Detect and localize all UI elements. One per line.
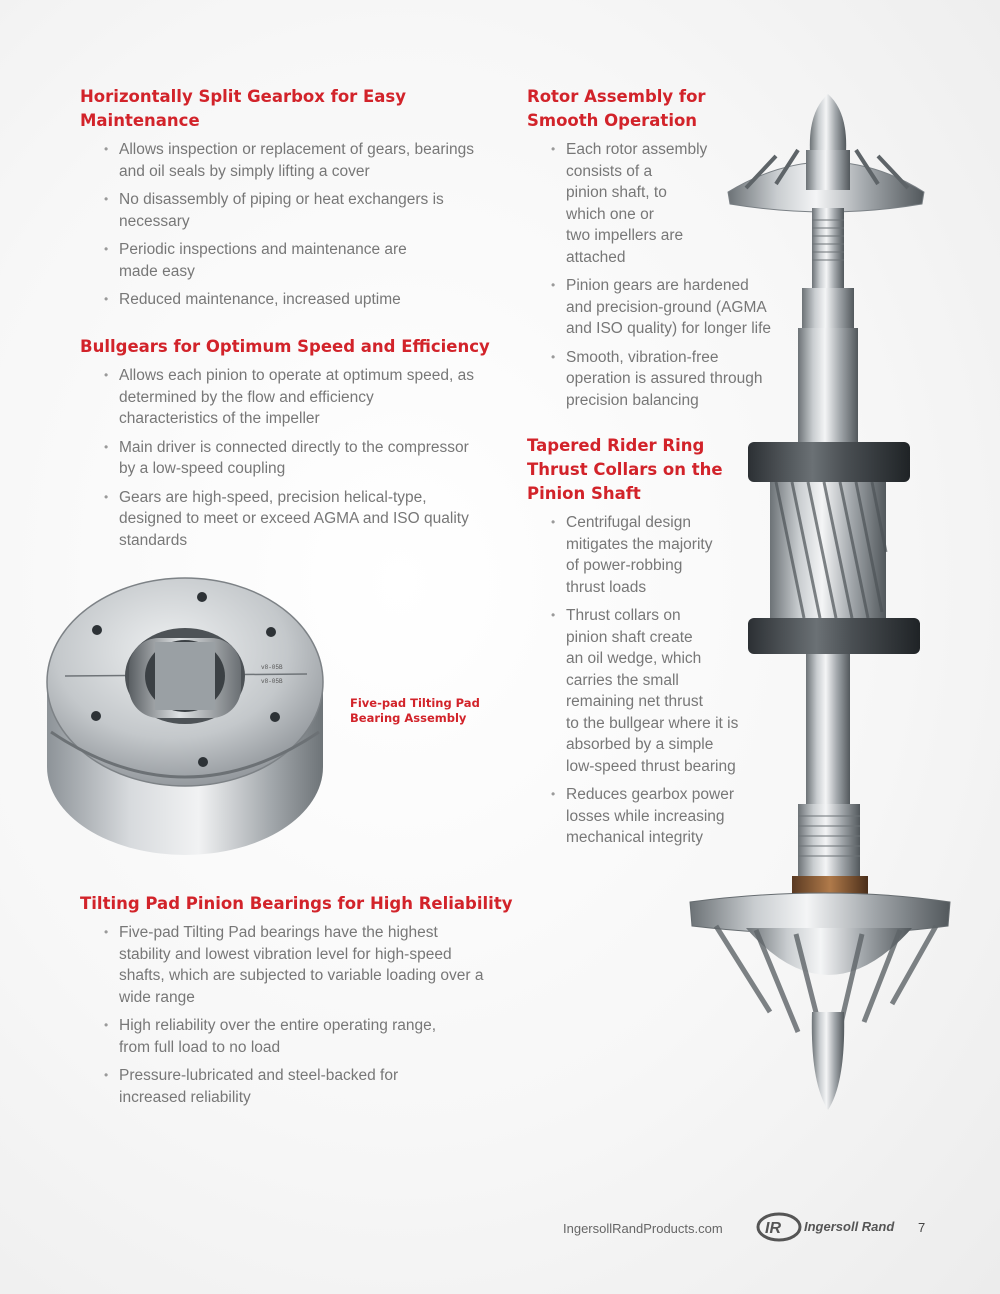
list-item: • Smooth, vibration-free operation is assured through precision balancing	[566, 347, 796, 412]
bearing-caption: Five-pad Tilting Pad Bearing Assembly	[350, 696, 480, 725]
heading-rotor-assembly: Rotor Assembly for Smooth Operation	[527, 87, 706, 130]
list-item: • Main driver is connected directly to the compressor by a low-speed coupling	[119, 437, 509, 480]
page-number: 7	[918, 1220, 926, 1235]
list-item: • Thrust collars on pinion shaft create an oil wedge, which carries the small remaining net thrust to the bullgear where it is absorbed by a simple low-speed thrust bearing	[566, 605, 766, 777]
gearbox-bullets	[119, 139, 499, 318]
heading-thrust-collars: Tapered Rider Ring Thrust Collars on the Pinion Shaft	[527, 436, 723, 503]
list-item: • Periodic inspections and maintenance are made easy	[119, 239, 499, 282]
list-item: • Reduces gearbox power losses while increasing mechanical integrity	[566, 784, 766, 849]
list-item: • Allows inspection or replacement of gears, bearings and oil seals by simply lifting a cover	[119, 139, 499, 182]
tilting-bullets	[119, 922, 509, 1115]
bearing-assembly-image	[45, 572, 335, 862]
footer-brand-name: Ingersoll Rand	[804, 1219, 895, 1234]
rotor-bullets	[566, 139, 796, 418]
list-item: • Gears are high-speed, precision helical-type, designed to meet or exceed AGMA and ISO quality standards	[119, 487, 509, 552]
heading-gearbox: Horizontally Split Gearbox for Easy Maintenance	[80, 87, 407, 130]
list-item: • Allows each pinion to operate at optimum speed, as determined by the flow and efficiency characteristics of the impeller	[119, 365, 509, 430]
list-item: • Each rotor assembly consists of a pinion shaft, to which one or two impellers are attached	[566, 139, 796, 268]
heading-bullgears: Bullgears for Optimum Speed and Efficiency	[80, 337, 490, 356]
footer-website-link[interactable]: IngersollRandProducts.com	[563, 1221, 723, 1236]
heading-tilting-pad: Tilting Pad Pinion Bearings for High Reliability	[80, 894, 513, 913]
list-item: • Pinion gears are hardened and precision-ground (AGMA and ISO quality) for longer life	[566, 275, 796, 340]
list-item: • No disassembly of piping or heat exchangers is necessary	[119, 189, 499, 232]
bullgears-bullets	[119, 365, 509, 558]
list-item: • Five-pad Tilting Pad bearings have the highest stability and lowest vibration level for high-speed shafts, which are subjected to variable loading over a wide range	[119, 922, 509, 1008]
list-item: • High reliability over the entire operating range, from full load to no load	[119, 1015, 509, 1058]
bearing-marking-bottom: v8-05B	[261, 678, 283, 685]
bearing-marking-top: v8-05B	[261, 664, 283, 671]
list-item: • Pressure-lubricated and steel-backed for increased reliability	[119, 1065, 509, 1108]
list-item: • Centrifugal design mitigates the majority of power-robbing thrust loads	[566, 512, 766, 598]
logo-mark-text: IR	[765, 1220, 781, 1237]
list-item: • Reduced maintenance, increased uptime	[119, 289, 499, 311]
ingersoll-rand-logo-icon	[756, 1212, 802, 1242]
thrust-bullets	[566, 512, 766, 856]
